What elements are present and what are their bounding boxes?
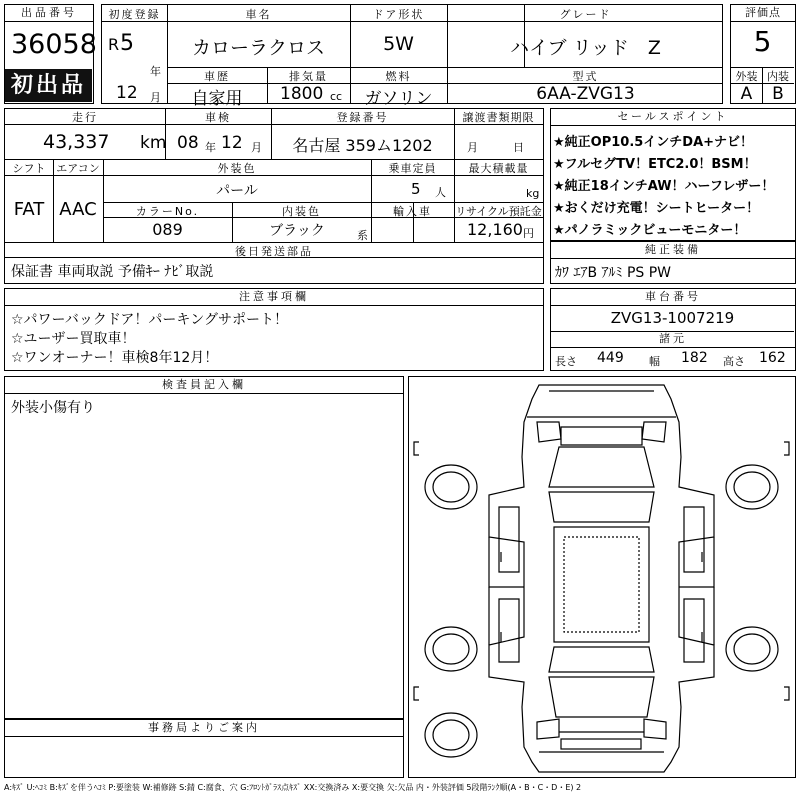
later-parts-label: 後日発送部品 — [235, 245, 313, 258]
capacity-unit: 人 — [435, 186, 446, 199]
aircon: AAC — [59, 199, 97, 220]
sales-points-box — [550, 108, 796, 241]
inspection-year-unit: 年 — [205, 141, 216, 154]
displacement-unit: cc — [330, 90, 343, 103]
notes-title: 注意事項欄 — [5, 289, 543, 306]
inspection-month: 12 — [221, 133, 243, 153]
displacement: 1800 — [280, 84, 324, 104]
mileage: 43,337 — [43, 131, 110, 153]
model-code: 6AA-ZVG13 — [536, 84, 635, 104]
sales-point-2: ★フルセグTV！ETC2.0！BSM！ — [553, 157, 757, 172]
mileage-unit: km — [140, 133, 167, 153]
door-type: 5W — [383, 33, 414, 55]
length-label: 長さ — [555, 355, 577, 368]
exterior-grade: A — [740, 84, 753, 104]
import-label: 輸入車 — [393, 205, 432, 218]
car-name-label: 車名 — [245, 8, 272, 21]
later-parts: 保証書 車両取説 予備ｷｰ ﾅﾋﾞ取説 — [11, 264, 214, 280]
month-unit: 月 — [150, 91, 161, 104]
history-label: 車歴 — [204, 70, 230, 83]
interior-grade: B — [772, 84, 784, 104]
score: 5 — [753, 25, 772, 58]
sales-points-title: セールスポイント — [551, 109, 795, 126]
sales-point-4: ★おくだけ充電！シートヒーター！ — [553, 201, 760, 216]
equipment-title: 純正装備 — [551, 242, 795, 259]
year-unit: 年 — [150, 65, 161, 78]
recycle-label: リサイクル預託金 — [455, 205, 542, 218]
grade: ハイブ リッド Z — [510, 37, 661, 59]
color-no: 089 — [152, 220, 183, 239]
transfer-label: 譲渡書類期限 — [462, 111, 535, 124]
interior-color-label: 内装色 — [282, 205, 321, 218]
era: R — [108, 35, 120, 54]
first-reg-label: 初度登録 — [108, 8, 161, 21]
interior-color: ブラック — [269, 223, 325, 239]
office-box — [4, 719, 404, 778]
equipment-box — [550, 241, 796, 284]
height: 162 — [759, 350, 786, 366]
sales-point-5: ★パノラミックビューモニター！ — [553, 223, 747, 238]
grade-label: グレード — [559, 8, 612, 21]
load-label: 最大積載量 — [468, 162, 529, 175]
length: 449 — [597, 350, 624, 366]
equipment-list: ｶﾜ ｴｱB ｱﾙﾐ PS PW — [555, 265, 672, 281]
inspector-note: 外装小傷有り — [11, 400, 95, 416]
width: 182 — [681, 350, 708, 366]
note-3: ☆ワンオーナー！車検8年12月！ — [11, 350, 219, 366]
notes-box — [4, 288, 544, 371]
aircon-label: エアコン — [56, 162, 100, 175]
fuel-label: 燃料 — [385, 70, 412, 83]
legend-footer: A:ｷｽﾞ U:ﾍｺﾐ B:ｷｽﾞを伴うﾍｺﾐ P:要塗装 W:補修跡 S:錆 C:腐食、穴 G:ﾌﾛﾝﾄｶﾞﾗｽ点ｷｽﾞ XX:交換済み X:要交換 欠:欠品 内・外装評価 5段階ﾗﾝｸ順(A・B・C・D・E) 2 — [4, 783, 582, 792]
transfer-month-unit: 月 — [467, 141, 478, 154]
interior-label: 内装 — [767, 70, 789, 83]
exterior-label: 外装 — [735, 70, 758, 83]
inspection-year: 08 — [177, 133, 199, 153]
note-2: ☆ユーザー買取車！ — [11, 331, 136, 347]
plate-label: 登録番号 — [336, 111, 389, 124]
chassis-title: 車台番号 — [551, 289, 795, 306]
recycle-amount: 12,160 — [467, 220, 523, 239]
recycle-unit: 円 — [523, 227, 534, 240]
reg-month: 12 — [116, 83, 138, 103]
displacement-label: 排気量 — [289, 70, 328, 83]
width-label: 幅 — [649, 355, 660, 368]
chassis-number: ZVG13-1007219 — [610, 309, 735, 327]
color: パール — [216, 183, 258, 199]
color-label: 外装色 — [217, 162, 257, 175]
lot-box — [4, 4, 97, 104]
model-label: 型式 — [572, 70, 599, 83]
capacity-label: 乗車定員 — [388, 162, 437, 175]
plate-number: 名古屋 359ム1202 — [292, 136, 433, 155]
chassis-box — [550, 288, 796, 371]
reg-year: 5 — [120, 31, 134, 56]
details-box — [4, 108, 544, 284]
inspector-box — [4, 376, 404, 719]
interior-color-suffix: 系 — [357, 229, 368, 242]
inspection-label: 車検 — [205, 111, 231, 124]
vehicle-info-box — [101, 4, 723, 109]
sales-point-3: ★純正18インチAW！ハーフレザー！ — [553, 179, 775, 194]
inspection-month-unit: 月 — [251, 141, 262, 154]
car-diagram-box — [408, 376, 796, 778]
lot-label: 出品番号 — [5, 5, 93, 22]
shift-label: シフト — [12, 162, 46, 175]
inspector-title: 検査員記入欄 — [5, 377, 403, 394]
history: 自家用 — [191, 89, 243, 109]
shift: FAT — [13, 199, 45, 220]
dims-title: 諸元 — [551, 331, 795, 348]
mileage-label: 走行 — [72, 111, 98, 124]
color-no-label: カラーNo. — [135, 205, 200, 218]
first-listing-badge: 初出品 — [5, 69, 92, 102]
car-name: カローラクロス — [191, 37, 325, 59]
office-title: 事務局よりご案内 — [5, 720, 403, 737]
lot-number: 36058 — [11, 29, 97, 60]
score-box — [730, 4, 796, 104]
height-label: 高さ — [723, 355, 745, 368]
car-diagram — [409, 377, 794, 776]
note-1: ☆パワーバックドア！パーキングサポート！ — [11, 312, 289, 328]
transfer-day-unit: 日 — [513, 141, 524, 154]
capacity: 5 — [411, 180, 421, 198]
sales-point-1: ★純正OP10.5インチDA+ナビ！ — [553, 135, 754, 150]
door-label: ドア形状 — [372, 8, 425, 21]
load-unit: kg — [526, 187, 540, 200]
score-label: 評価点 — [731, 5, 795, 22]
fuel: ガソリン — [364, 89, 433, 109]
